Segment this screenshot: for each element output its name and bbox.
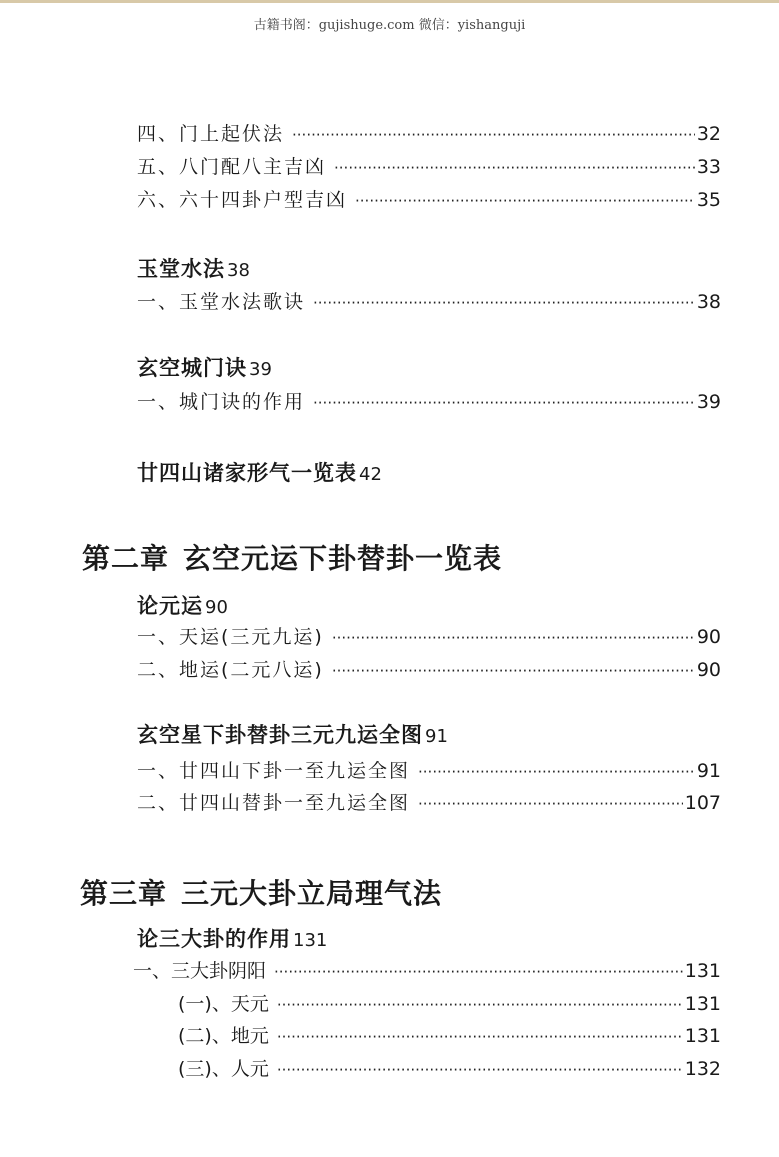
leader-dots: [355, 192, 695, 210]
section-page: 39: [249, 359, 272, 380]
section-heading[interactable]: [137, 457, 382, 487]
section-page: 91: [425, 726, 448, 747]
chapter-heading[interactable]: [82, 537, 502, 577]
section-title: 廿四山诸家形气一览表: [137, 461, 357, 485]
leader-dots: [313, 294, 695, 312]
leader-dots: [332, 662, 695, 680]
section-heading[interactable]: [137, 719, 448, 749]
top-border: [0, 0, 779, 3]
toc-entry-page: 131: [684, 960, 721, 982]
toc-entry-page: 90: [696, 659, 721, 681]
toc-entry[interactable]: [137, 119, 721, 146]
leader-dots: [274, 963, 683, 981]
toc-entry-page: 91: [696, 760, 721, 782]
chapter-label: 第二章: [82, 542, 170, 575]
chapter-title: 三元大卦立局理气法: [181, 877, 443, 910]
toc-entry-page: 33: [696, 156, 721, 178]
leader-dots: [418, 795, 683, 813]
toc-entry[interactable]: [137, 287, 721, 314]
toc-entry[interactable]: [178, 989, 721, 1016]
section-title: 论元运: [137, 594, 203, 618]
toc-entry[interactable]: [178, 1021, 721, 1048]
toc-entry-text: 一、天运(三元九运): [137, 626, 324, 648]
chapter-title: 玄空元运下卦替卦一览表: [183, 542, 503, 575]
toc-entry-text: 二、廿四山替卦一至九运全图: [137, 792, 411, 814]
toc-entry-page: 132: [684, 1058, 721, 1080]
toc-entry-text: 一、玉堂水法歌诀: [137, 291, 306, 313]
section-heading[interactable]: [137, 590, 228, 620]
toc-entry[interactable]: [137, 185, 721, 212]
toc-entry-text: 六、六十四卦户型吉凶: [137, 189, 348, 211]
section-title: 论三大卦的作用: [137, 927, 291, 951]
watermark: 古籍书阁：gujishuge.com 微信：yishanguji: [253, 18, 526, 33]
toc-entry[interactable]: [137, 655, 721, 682]
toc-entry-page: 35: [696, 189, 721, 211]
chapter-label: 第三章: [80, 877, 168, 910]
toc-entry-text: 四、门上起伏法: [137, 123, 285, 145]
toc-entry-page: 107: [684, 792, 721, 814]
section-title: 玄空星下卦替卦三元九运全图: [137, 723, 423, 747]
toc-entry[interactable]: [137, 152, 721, 179]
leader-dots: [332, 629, 695, 647]
leader-dots: [292, 126, 695, 144]
toc-entry[interactable]: [137, 756, 721, 783]
toc-entry-text: 一、城门诀的作用: [137, 391, 306, 413]
section-page: 42: [359, 464, 382, 485]
toc-entry-page: 39: [696, 391, 721, 413]
section-heading[interactable]: [137, 352, 272, 382]
toc-entry-text: (二)、地元: [178, 1025, 269, 1047]
leader-dots: [277, 996, 683, 1014]
toc-entry-page: 131: [684, 1025, 721, 1047]
leader-dots: [277, 1061, 683, 1079]
toc-entry-text: 一、廿四山下卦一至九运全图: [137, 760, 411, 782]
toc-entry-page: 38: [696, 291, 721, 313]
toc-entry[interactable]: [137, 387, 721, 414]
toc-entry-text: 一、三大卦阴阳: [133, 960, 267, 982]
toc-entry-page: 131: [684, 993, 721, 1015]
section-heading[interactable]: [137, 253, 250, 283]
section-heading[interactable]: [137, 923, 327, 953]
toc-entry-text: (一)、天元: [178, 993, 269, 1015]
toc-entry-text: (三)、人元: [178, 1058, 269, 1080]
section-page: 131: [293, 930, 328, 951]
leader-dots: [334, 159, 695, 177]
toc-entry[interactable]: [137, 622, 721, 649]
toc-entry-text: 二、地运(二元八运): [137, 659, 324, 681]
toc-entry-page: 90: [696, 626, 721, 648]
toc-entry-text: 五、八门配八主吉凶: [137, 156, 327, 178]
leader-dots: [313, 394, 695, 412]
toc-entry[interactable]: [137, 788, 721, 815]
section-title: 玄空城门诀: [137, 356, 247, 380]
toc-entry[interactable]: [133, 956, 721, 983]
section-page: 90: [205, 597, 228, 618]
section-title: 玉堂水法: [137, 257, 225, 281]
leader-dots: [418, 763, 695, 781]
section-page: 38: [227, 260, 250, 281]
chapter-heading[interactable]: [80, 872, 442, 912]
toc-entry-page: 32: [696, 123, 721, 145]
leader-dots: [277, 1028, 683, 1046]
toc-entry[interactable]: [178, 1054, 721, 1081]
